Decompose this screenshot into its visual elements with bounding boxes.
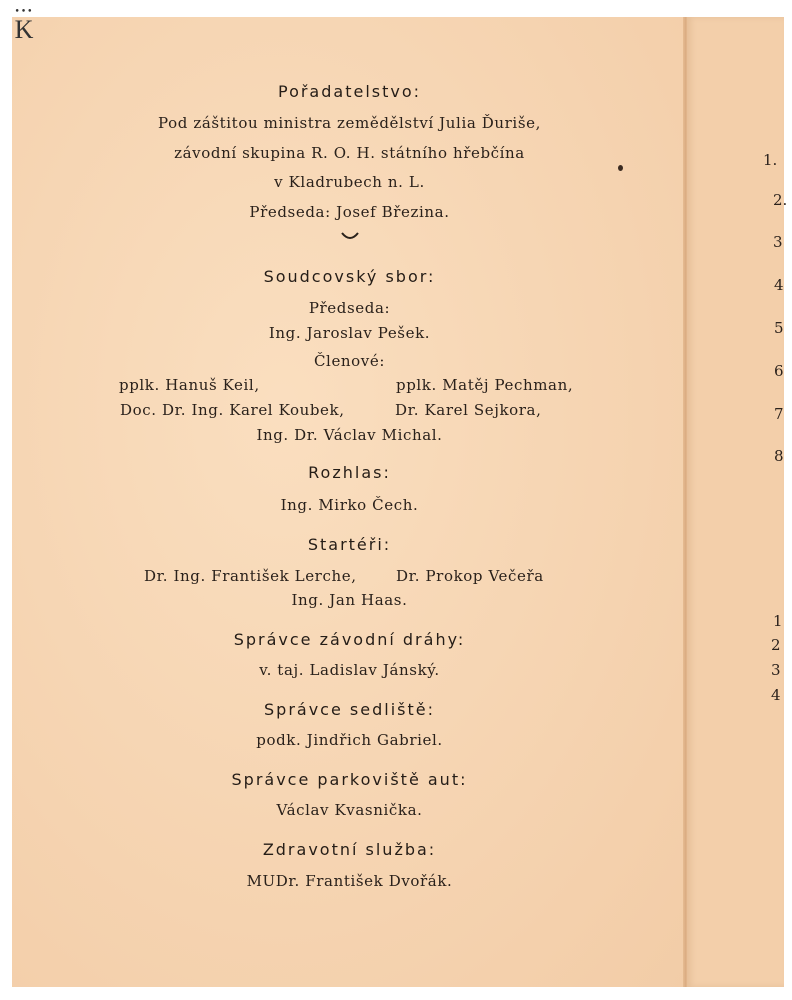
paddock-manager-name: podk. Jindřich Gabriel. [256, 731, 443, 749]
right-page-number: 2. [773, 191, 788, 209]
jury-members-label: Členové: [313, 352, 386, 370]
right-page-number: 6 [774, 362, 784, 380]
jury-member: pplk. Matěj Pechman, [396, 376, 574, 394]
right-page-number: 7 [774, 405, 784, 423]
starter-name: Dr. Prokop Večeřa [396, 567, 544, 585]
track-manager-name: v. taj. Ladislav Jánský. [259, 661, 440, 679]
jury-member: Dr. Karel Sejkora, [395, 401, 542, 419]
heading-starteri: Startéři: [307, 535, 392, 554]
chairman-line: Předseda: Josef Březina. [249, 203, 450, 221]
right-page-number: 1. [763, 151, 778, 169]
jury-member: Doc. Dr. Ing. Karel Koubek, [120, 401, 345, 419]
patronage-line: Pod záštitou ministra zemědělství Julia Ďuriše, [158, 114, 541, 132]
heading-spravce-parkoviste: Správce parkoviště aut: [231, 770, 468, 789]
parking-manager-name: Václav Kvasnička. [276, 801, 423, 819]
jury-chairman-label: Předseda: [308, 299, 391, 317]
right-page-number: 1 [773, 612, 783, 630]
starter-name: Dr. Ing. František Lerche, [144, 567, 357, 585]
right-page-number: 3 [773, 233, 783, 251]
heading-soudcovsky-sbor: Soudcovský sbor: [263, 267, 436, 286]
organizer-line: závodní skupina R. O. H. státního hřebčína [174, 144, 525, 162]
logo-dots: ••• [14, 7, 34, 17]
jury-chairman-name: Ing. Jaroslav Pešek. [268, 324, 431, 342]
right-page-number: 4 [774, 276, 784, 294]
jury-member: Ing. Dr. Václav Michal. [256, 426, 443, 444]
right-page-number: 8 [774, 447, 784, 465]
right-page-number: 3 [771, 661, 781, 679]
starter-name: Ing. Jan Haas. [291, 591, 408, 609]
program-content [12, 17, 687, 987]
ornament-divider [340, 231, 360, 241]
announcer-name: Ing. Mirko Čech. [280, 496, 419, 514]
heading-zdravotni-sluzba: Zdravotní služba: [262, 840, 437, 859]
heading-poradatelstvo: Pořadatelstvo: [277, 82, 422, 101]
paper-speck [618, 165, 623, 171]
heading-spravce-sedliste: Správce sedliště: [264, 700, 435, 719]
location-line: v Kladrubech n. L. [274, 173, 425, 191]
logo-letter: K [14, 15, 34, 44]
right-page-number: 5 [774, 319, 784, 337]
heading-spravce-drahy: Správce závodní dráhy: [233, 630, 466, 649]
heading-rozhlas: Rozhlas: [308, 463, 391, 482]
jury-member: pplk. Hanuš Keil, [119, 376, 260, 394]
right-page-number: 4 [771, 686, 781, 704]
medical-service-name: MUDr. František Dvořák. [246, 872, 453, 890]
right-page-number: 2 [771, 636, 781, 654]
